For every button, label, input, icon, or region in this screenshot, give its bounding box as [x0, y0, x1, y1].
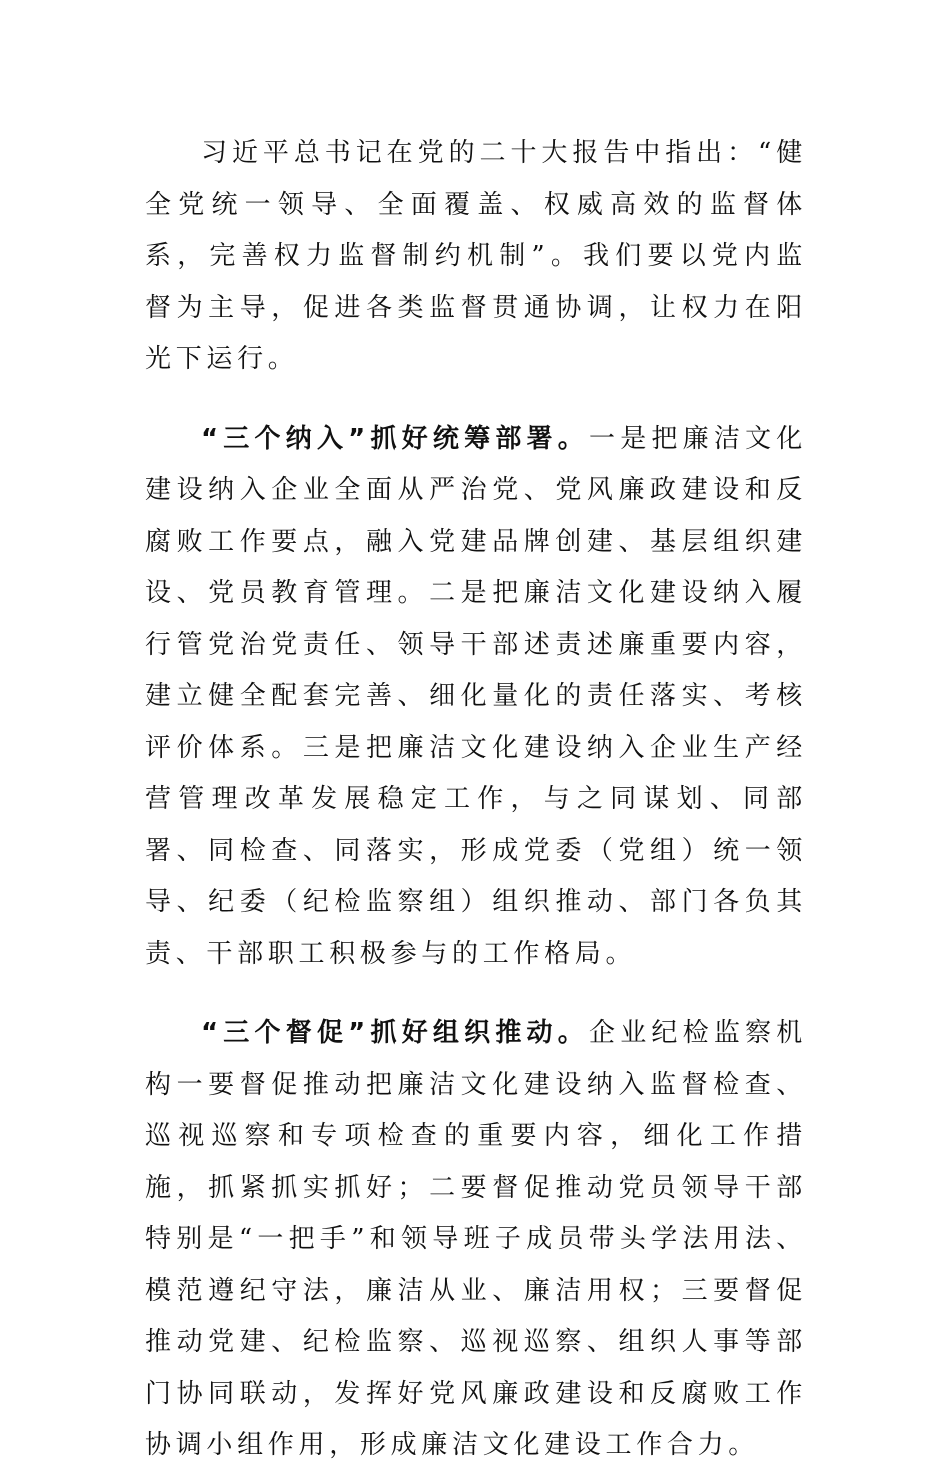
paragraph-heading-three-inclusions: “三个纳入”抓好统筹部署。: [201, 423, 589, 454]
document-body: [145, 128, 807, 1472]
paragraph-three-urges-text: 企业纪检监察机构一要督促推动把廉洁文化建设纳入监督检查、巡视巡察和专项检查的重要内容，细化工作措施，抓紧抓实抓好；二要督促推动党员领导干部特别是“一把手”和领导班子成员带头学法用法、模范遵纪守法，廉洁从业、廉洁用权；三要督促推动党建、纪检监察、巡视巡察、组织人事等部门协同联动，发挥好党风廉政建设和反腐败工作协调小组作用，形成廉洁文化建设工作合力。: [145, 1018, 807, 1460]
paragraph-intro-text: 习近平总书记在党的二十大报告中指出：“健全党统一领导、全面覆盖、权威高效的监督体系，完善权力监督制约机制”。我们要以党内监督为主导，促进各类监督贯通协调，让权力在阳光下运行。: [145, 138, 807, 374]
paragraph-three-inclusions-text: 一是把廉洁文化建设纳入企业全面从严治党、党风廉政建设和反腐败工作要点，融入党建品牌创建、基层组织建设、党员教育管理。二是把廉洁文化建设纳入履行管党治党责任、领导干部述责述廉重要内容，建立健全配套完善、细化量化的责任落实、考核评价体系。三是把廉洁文化建设纳入企业生产经营管理改革发展稳定工作，与之同谋划、同部署、同检查、同落实，形成党委（党组）统一领导、纪委（纪检监察组）组织推动、部门各负其责、干部职工积极参与的工作格局。: [145, 423, 807, 969]
paragraph-heading-three-urges: “三个督促”抓好组织推动。: [201, 1018, 589, 1048]
paragraph-three-inclusions: [145, 414, 807, 981]
paragraph-intro: [145, 128, 807, 386]
paragraph-three-urges: [145, 1008, 807, 1472]
